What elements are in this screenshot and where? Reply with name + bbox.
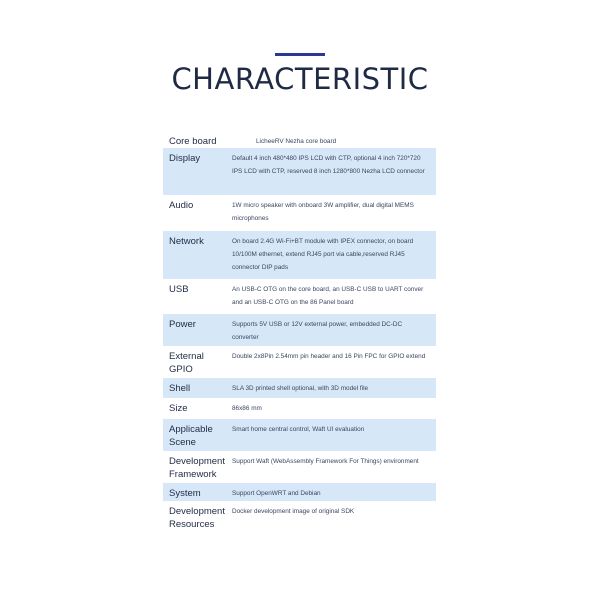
spec-value: 86x86 mm [232, 405, 262, 412]
spec-row-audio [163, 195, 436, 231]
spec-value: Default 4 inch 480*480 IPS LCD with CTP, optional 4 inch 720*720 IPS LCD with CTP, reserved 8 inch 1280*800 Nezha LCD connector [232, 155, 425, 175]
spec-label: Development Framework [169, 456, 225, 480]
spec-value: LicheeRV Nezha core board [256, 138, 337, 145]
spec-row-size [163, 398, 436, 419]
spec-label: Network [169, 236, 204, 247]
spec-value: Support OpenWRT and Debian [232, 490, 321, 497]
spec-value: SLA 3D printed shell optional, with 3D model file [232, 385, 369, 392]
spec-label: Power [169, 319, 196, 330]
spec-row-power [163, 314, 436, 346]
spec-label: Display [169, 153, 201, 164]
spec-row-applicable-scene [163, 419, 436, 451]
spec-value: On board 2.4G Wi-Fi+BT module with IPEX connector, on board 10/100M ethernet, extend RJ45 port via cable,reserved RJ45 connector DIP pads [232, 238, 414, 271]
spec-row-system [163, 483, 436, 501]
spec-label: Size [169, 403, 188, 414]
spec-label: Audio [169, 200, 194, 211]
page-title: CHARACTERISTIC [171, 62, 429, 96]
spec-label: Development Resources [169, 506, 225, 530]
spec-row-network [163, 231, 436, 279]
spec-value: Supports 5V USB or 12V external power, embedded DC-DC converter [232, 321, 403, 341]
spec-label: Shell [169, 383, 191, 394]
spec-value: Docker development image of original SDK [232, 508, 355, 515]
spec-row-development-framework [163, 451, 436, 483]
spec-label: External GPIO [169, 351, 204, 375]
spec-label: Applicable Scene [169, 424, 213, 448]
spec-row-display [163, 148, 436, 195]
spec-row-shell [163, 378, 436, 398]
spec-value: An USB-C OTG on the core board, an USB-C USB to UART conver and an USB-C OTG on the 86 Panel board [232, 286, 424, 306]
spec-value: Smart home central control, Waft UI evaluation [232, 426, 365, 433]
spec-value: Double 2x8Pin 2.54mm pin header and 16 Pin FPC for GPIO extend [232, 353, 426, 360]
spec-row-core-board [163, 131, 436, 148]
spec-label: USB [169, 284, 189, 295]
spec-table [163, 131, 436, 533]
spec-row-usb [163, 279, 436, 314]
title-accent-bar [275, 53, 325, 56]
spec-row-external-gpio [163, 346, 436, 378]
spec-label: System [169, 488, 201, 499]
spec-value: Support Waft (WebAssembly Framework For Things) environment [232, 458, 419, 465]
spec-label: Core board [169, 136, 217, 147]
spec-value: 1W micro speaker with onboard 3W amplifier, dual digital MEMS microphones [232, 202, 414, 222]
spec-row-development-resources [163, 501, 436, 533]
